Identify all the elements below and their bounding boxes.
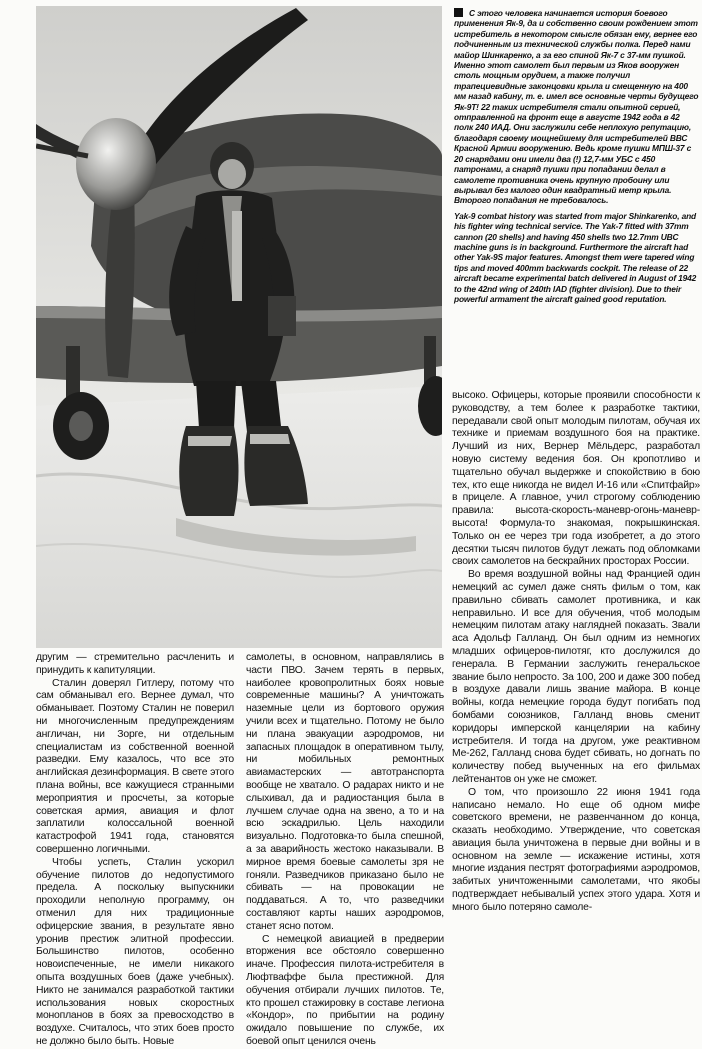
paragraph: С немецкой авиацией в предверии вторжения все обстояло совершенно иначе. Профессия пилота-истребителя в Люфтваффе была престижной. Для обучения отбирали лучших пилотов. Те, кто прошел стажировку в составе легиона «Кондор», по прибытии на родину ожидало повышение по службе, их боевой опыт ценился очень — [246, 933, 444, 1047]
paragraph: другим — стремительно расчленить и принудить к капитуляции. — [36, 652, 234, 676]
paragraph: О том, что произошло 22 июня 1941 года написано немало. Но еще об одном мифе советского времени, не развенчанном до конца, сказать необходимо. Утверждение, что советская авиация была уничтожена в первые дни войны и в основном на земле — искажение истины, хотя многие издания пестрят фотографиями аэродромов, забитых уничтоженными самолетами, что якобы подтверждает небывалый успех этого удара. Хотя и много было потеряно самоле- — [452, 786, 700, 913]
pilot-photo-graphic — [36, 6, 442, 648]
text-column-2 — [246, 652, 444, 1049]
caption-russian-text: С этого человека начинается история боевого применения Як-9, да и собственно своим рождением этот истребитель в некотором смысле обязан ему, вернее его подчиненным из технической службы полка. Перед нами майор Шинкаренко, а за его спиной Як-7 с 37-мм пушкой. Именно этот самолет был первым из Яков вооружен столь мощным орудием, а также получил трапециевидные законцовки крыла и смещенную на 400 мм назад кабину, т. е. имел все основные черты будущего Як-9Т! 22 таких истребителя стали опытной серией, отправленной на фронт еще в августе 1942 года в 42 полк 240 ИАД. Они заслужили себе неплохую репутацию, благодаря своему мощнейшему для истребителей ВВС Красной Армии вооружению. Ведь кроме пушки МПШ-37 с 20 снарядами они имели два (!) 12,7-мм УБС с 450 патронами, а снаряд пушки при попадании делал в самолете противника очень крупную пробоину или вырывал без малого один квадратный метр крыла. Второго попадания не требовалось. — [454, 8, 699, 206]
text-column-1 — [36, 652, 234, 1049]
paragraph: Сталин доверял Гитлеру, потому что сам обманывал его. Вернее думал, что обманывает. Поэтому Сталин не поверил ни многочисленным предупреждениям англичан, ни Зорге, ни отдельным специалистам из собственной военной разведки. Ему казалось, что все это английская дезинформация. В свете этого плана войны, все кажущиеся странными мероприятия и просчеты, за которые советская армия, авиация и флот заплатили колоссальной военной катастрофой 1941 года, становятся совершенно логичными. — [36, 677, 234, 855]
paragraph: высоко. Офицеры, которые проявили способности к руководству, а тем более к разработке тактики, передавали свой опыт молодым пилотам, обучая их технике и приемам воздушного боя на практике. Лучший из них, Вернер Мёльдерс, разработал новую систему ведения боя. Он кропотливо и тщательно обучал выдержке и спокойствию в бою тех, кто еще никогда не видел И-16 или «Спитфайр» в прицеле. А главное, учил строгому соблюдению правила: высота-скорость-маневр-огонь-маневр-высота! Формула-то знакомая, покрышкинская. Только он ее через три года изобретет, а до этого десятки тысяч пилотов будут лежать под обломками своих самолетов на бескрайних просторах России. — [452, 390, 700, 568]
pilot-photo — [36, 6, 442, 648]
paragraph: Во время воздушной войны над Францией один немецкий ас сумел даже снять фильм о том, как правильно сбивать самолет противника, и как неправильно. И все для обучения, чтоб молодым немецким пилотам атаку наглядней показать. Звали аса Адольф Галланд. Он был одним из немногих младших офицеров-пилотяг, кто дослужился до генерала. В Германии заслужить генеральское звание было непросто. За 100, 200 и даже 300 побед в воздухе давали лишь звание майора. В конце войны, когда немецкие города будут погибать под бомбами союзников, Галланд вновь сменит коридоры имперской канцелярии на кабину истребителя. И тогда на другом, уже реактивном Ме-262, Галланд снова будет сбивать, но догнать по количеству побед выученных на его фильмах лейтенантов он уже не сможет. — [452, 569, 701, 785]
caption-english: Yak-9 combat history was started from major Shinkarenko, and his fighter wing technical service. The Yak-7 fitted with 37mm cannon (20 shells) and having 450 shells two 12.7mm UBC machine guns is in background. Furthermore the aircraft had other Yak-9S major features. Amongst them were tapered wing tips and moved 400mm backwards cockpit. The release of 22 aircraft became experimental batch delivered in August of 1942 to the 42nd wing of 240th IAD (fighter division). Due to their powerful armament the aircraft gained good reputation. — [454, 210, 697, 304]
caption-russian — [454, 8, 700, 206]
text-column-3 — [452, 390, 700, 915]
paragraph: самолеты, в основном, направлялись в части ПВО. Зачем терять в первых, наиболее кровопролитных боях новые современные машины? А уничтожать наземные цели из бортового оружия учили всех и тщательно. Потому не было ни плана эвакуации аэродромов, ни запасных площадок в оперативном тылу, ни мобильных ремонтных авиамастерских — автотранспорта вообще не хватало. О радарах никто и не слыхивал, да и радиостанция была в лучшем случае одна на звено, а то и на всю эскадрилью. Цель находили визуально. Подготовка-то была спешной, а за аварийность жестоко наказывали. В мирное время боевые самолеты зря не гоняли. Разведчиков приказано было не сбивать — на провокации не поддаваться. А то, что разведчики составляют карты наших аэродромов, станет ясно потом. — [246, 652, 444, 932]
photo-caption — [454, 8, 700, 304]
paragraph: Чтобы успеть, Сталин ускорил обучение пилотов до недопустимого предела. А поскольку выпускники проходили неполную программу, он отменил для них традиционные офицерские звания, в результате явно уронив престиж элитной профессии. Большинство пилотов, особенно новоиспеченные, не имели никакого опыта воздушных боев (даже учебных). Никто не занимался разработкой тактики использования новых скоростных монопланов в боях за превосходство в воздухе. Считалось, что этих боев просто не должно было быть. Новые — [36, 856, 234, 1047]
caption-bullet-icon — [454, 8, 463, 17]
